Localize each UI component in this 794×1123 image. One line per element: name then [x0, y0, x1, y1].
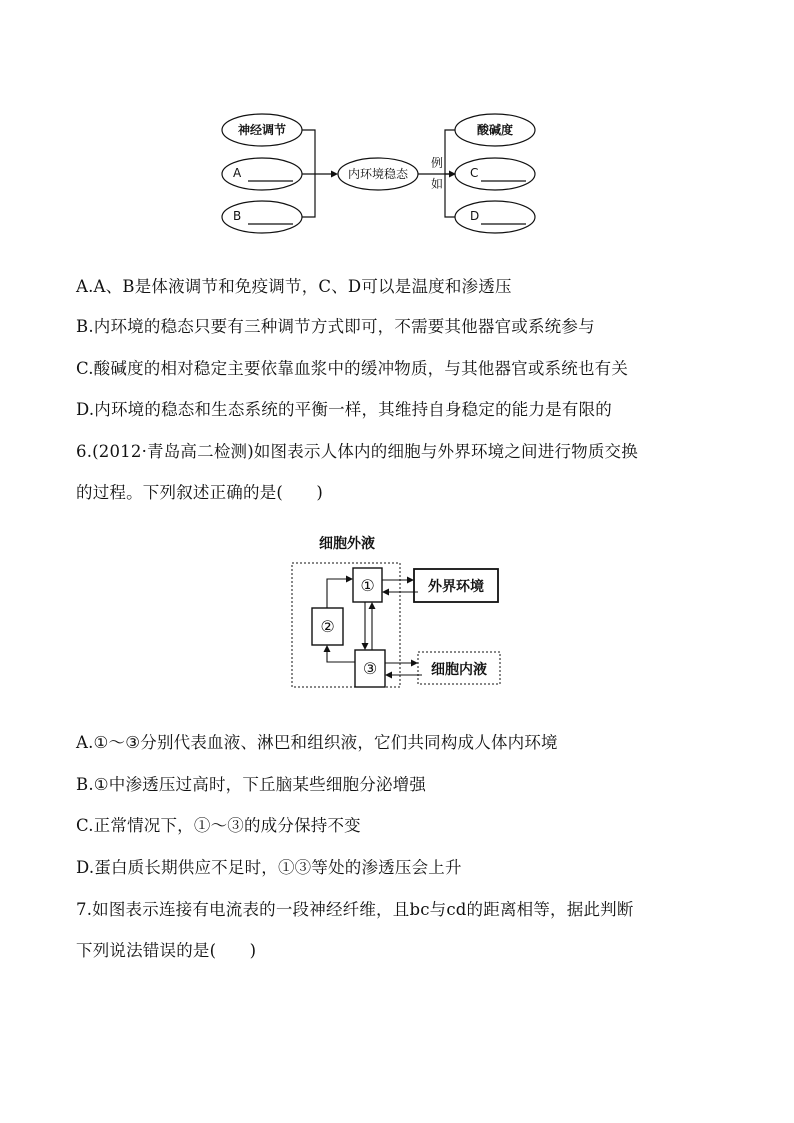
- q6-option-d: D.蛋白质长期供应不足时，①③等处的渗透压会上升: [76, 858, 462, 877]
- q6-option-b: B.①中渗透压过高时，下丘脑某些细胞分泌增强: [76, 775, 427, 794]
- box-1-label: ①: [360, 576, 375, 595]
- box-3-label: ③: [362, 659, 378, 678]
- q6-stem-line1: 6.(2012·青岛高二检测)如图表示人体内的细胞与外界环境之间进行物质交换: [76, 442, 638, 461]
- node-a-label: A: [233, 166, 242, 180]
- node-ph-label: 酸碱度: [476, 123, 514, 137]
- example-label-top: 例: [430, 156, 444, 170]
- node-c: [455, 158, 535, 190]
- body-fluid-diagram: [285, 528, 510, 693]
- external-environment-label: 外界环境: [428, 579, 484, 595]
- q7-stem-line2: 下列说法错误的是( ): [76, 941, 257, 960]
- node-homeostasis-label: 内环境稳态: [347, 167, 409, 181]
- q6-option-c: C.正常情况下，①～③的成分保持不变: [76, 816, 361, 835]
- q5-option-b: B.内环境的稳态只要有三种调节方式即可，不需要其他器官或系统参与: [76, 317, 595, 336]
- node-neural-label: 神经调节: [237, 123, 287, 137]
- q5-option-c: C.酸碱度的相对稳定主要依靠血浆中的缓冲物质，与其他器官或系统也有关: [76, 359, 629, 378]
- node-d: [455, 201, 535, 233]
- q6-option-a: A.①～③分别代表血液、淋巴和组织液，它们共同构成人体内环境: [76, 733, 558, 752]
- homeostasis-diagram: [215, 110, 545, 242]
- node-d-label: D: [470, 209, 480, 223]
- q7-stem-line1: 7.如图表示连接有电流表的一段神经纤维，且bc与cd的距离相等，据此判断: [76, 900, 634, 919]
- node-b-label: B: [233, 209, 242, 223]
- box-2-label: ②: [320, 617, 335, 636]
- q5-option-a: A.A、B是体液调节和免疫调节，C、D可以是温度和渗透压: [76, 277, 512, 296]
- node-c-label: C: [470, 166, 479, 180]
- q5-option-d: D.内环境的稳态和生态系统的平衡一样，其维持自身稳定的能力是有限的: [76, 400, 612, 419]
- example-label-bottom: 如: [430, 177, 444, 191]
- extracellular-fluid-title: 细胞外液: [319, 536, 375, 552]
- q6-stem-line2: 的过程。下列叙述正确的是( ): [76, 483, 324, 502]
- intracellular-fluid-label: 细胞内液: [431, 662, 487, 678]
